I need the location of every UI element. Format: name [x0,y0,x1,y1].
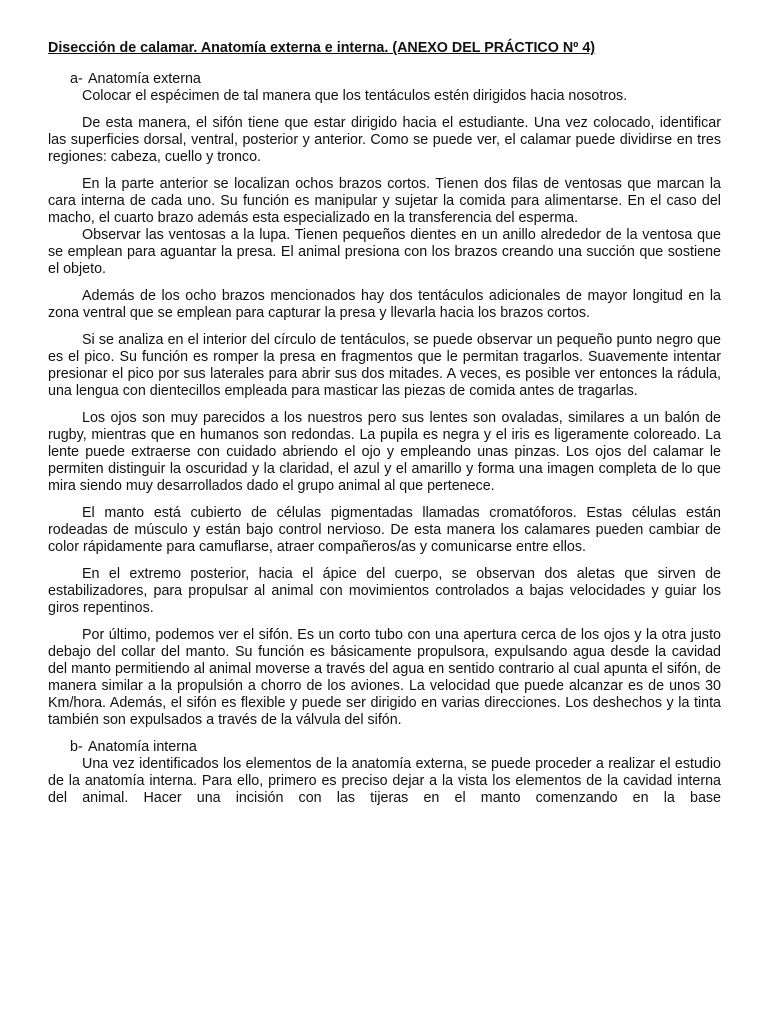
paragraph: Por último, podemos ver el sifón. Es un corto tubo con una apertura cerca de los ojos y la otra justo debajo del collar del manto. Su función es básicamente propulsora, expulsando agua desde la cavidad del manto permitiendo al animal moverse a través del agua en sentido contrario al cual apunta el sifón, de manera similar a la propulsión a chorro de los aviones. La velocidad que puede alcanzar es de unos 30 Km/hora. Además, el sifón es flexible y puede ser dirigido en varias direcciones. Los deshechos y la tinta también son expulsados a través de la válvula del sifón. [48,627,721,728]
paragraph: Los ojos son muy parecidos a los nuestros pero sus lentes son ovaladas, similares a un balón de rugby, mientras que en humanos son redondas. La pupila es negra y el iris es ligeramente coloreado. La lente puede extraerse con cuidado abriendo el ojo y empleando unas pinzas. Los ojos del calamar le permiten distinguir la oscuridad y la claridad, el azul y el amarillo y forma una imagen completa de lo que mira siendo muy desarrollados dado el grupo animal al que pertenece. [48,410,721,494]
paragraph: En la parte anterior se localizan ochos brazos cortos. Tienen dos filas de ventosas que marcan la cara interna de cada uno. Su función es manipular y sujetar la comida para alimentarse. En el caso del macho, el cuarto brazo además esta especializado en la transferencia del esperma. [48,176,721,226]
paragraph: Si se analiza en el interior del círculo de tentáculos, se puede observar un pequeño punto negro que es el pico. Su función es romper la presa en fragmentos que le permitan tragarlos. Suavemente intentar presionar el pico por sus laterales para abrir sus dos mitades. A veces, es posible ver entonces la rádula, una lengua con dientecillos empleada para masticar las piezas de comida antes de tragarlas. [48,332,721,399]
document-page [48,40,721,807]
paragraph: Observar las ventosas a la lupa. Tienen pequeños dientes en un anillo alrededor de la ventosa que se emplean para aguantar la presa. El animal presiona con los brazos creando una succión que sostiene el objeto. [48,227,721,277]
section-heading-text: Anatomía interna [88,739,197,755]
document-title: Disección de calamar. Anatomía externa e interna. (ANEXO DEL PRÁCTICO Nº 4) [48,40,596,56]
paragraph: El manto está cubierto de células pigmentadas llamadas cromatóforos. Estas células están rodeadas de músculo y están bajo control nervioso. De esta manera los calamares pueden cambiar de color rápidamente para camuflarse, atraer compañeros/as y comunicarse entre ellos. [48,505,721,555]
paragraph: Colocar el espécimen de tal manera que los tentáculos estén dirigidos hacia nosotros. [82,88,628,104]
paragraph: De esta manera, el sifón tiene que estar dirigido hacia el estudiante. Una vez colocado, identificar las superficies dorsal, ventral, posterior y anterior. Como se puede ver, el calamar puede dividirse en tres regiones: cabeza, cuello y tronco. [48,115,721,165]
section-heading-text: Anatomía externa [88,71,201,87]
section-heading-external-anatomy [48,71,721,88]
section-heading-internal-anatomy [48,739,721,756]
paragraph: En el extremo posterior, hacia el ápice del cuerpo, se observan dos aletas que sirven de estabilizadores, para propulsar al animal con movimientos controlados a bajas velocidades y guiar los giros repentinos. [48,566,721,616]
paragraph: Una vez identificados los elementos de la anatomía externa, se puede proceder a realizar el estudio de la anatomía interna. Para ello, primero es preciso dejar a la vista los elementos de la cavidad interna del animal. Hacer una incisión con las tijeras en el manto comenzando en la base [48,756,721,806]
section-letter: a- [70,71,83,87]
section-letter: b- [70,739,83,755]
paragraph: Además de los ocho brazos mencionados hay dos tentáculos adicionales de mayor longitud en la zona ventral que se emplean para capturar la presa y llevarla hacia los brazos cortos. [48,288,721,321]
